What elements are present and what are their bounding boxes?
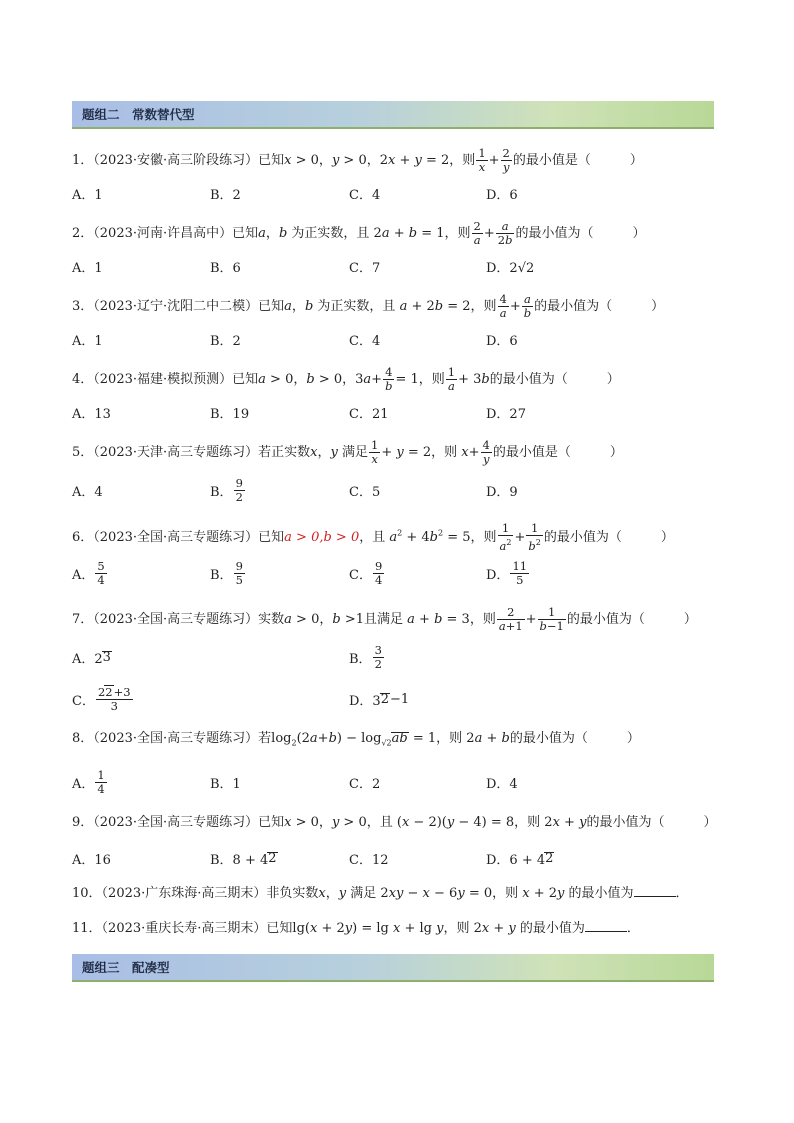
question-10: 10．（2023·广东珠海·高三期末）非负实数x，y 满足 2xy − x − 6y = 0，则 x + 2y 的最小值为 ． xyxy=(72,886,689,901)
question-5: 5．（2023·天津·高三专题练习）若正实数x，y 满足 $\frac{1}{x}$ + y = 2，则 x+ $\frac{4}{y}$ 的最小值是（ ） xyxy=(72,438,623,466)
option-a[interactable]: A．13 xyxy=(72,406,111,422)
option-b[interactable]: B．1 xyxy=(210,776,241,792)
option-c[interactable]: C．5 xyxy=(349,484,381,500)
options-1 xyxy=(72,176,722,210)
options-2 xyxy=(72,249,722,283)
option-a[interactable]: A．1 xyxy=(72,260,103,276)
options-4 xyxy=(72,395,722,429)
options-8 xyxy=(72,765,722,799)
option-a[interactable]: A．4 xyxy=(72,484,103,500)
option-a[interactable]: A．2 3 xyxy=(72,649,111,667)
option-a[interactable]: A． $\frac{5}{4}$ xyxy=(72,558,105,587)
question-8: 8．（2023·全国·高三专题练习）若$\log_2(2a+b) - \log_{√2}ab = 1$，则 2a + b的最小值为（ ） xyxy=(72,731,640,748)
option-b[interactable]: B．6 xyxy=(210,260,241,276)
option-b[interactable]: B．2 xyxy=(210,187,241,203)
option-a[interactable]: A． $\frac{1}{4}$ xyxy=(72,767,105,796)
section-title: 题组三 配凑型 xyxy=(82,960,170,975)
options-6 xyxy=(72,556,722,590)
question-4: 4．（2023·福建·模拟预测）已知a > 0，b > 0，3a+ $\frac{4}{b}$ = 1，则 $\frac{1}{a}$ + 3b的最小值为（ ） xyxy=(72,365,620,393)
answer-blank[interactable] xyxy=(585,919,627,932)
question-1: 1．（2023·安徽·高三阶段练习）已知x > 0，y > 0，2x + y = 2，则 $\frac{1}{x}$ + $\frac{2}{y}$ 的最小值是（ ） xyxy=(72,146,643,174)
answer-blank[interactable] xyxy=(634,884,676,897)
option-c[interactable]: C． $\frac{9}{4}$ xyxy=(349,558,383,587)
option-c[interactable]: C．7 xyxy=(349,260,381,276)
option-a[interactable]: A．1 xyxy=(72,333,103,349)
option-a[interactable]: A．16 xyxy=(72,852,111,868)
question-2: 2．（2023·河南·许昌高中）已知a，b 为正实数，且 2a + b = 1，则 $\frac{2}{a}$ + $\frac{a}{2b}$ 的最小值为（ ） xyxy=(72,219,646,247)
options-9 xyxy=(72,841,722,875)
question-11: 11．（2023·重庆长寿·高三期末）已知lg(x + 2y) = lg x + lg y，则 2x + y 的最小值为 ． xyxy=(72,921,640,936)
option-b[interactable]: B．2 xyxy=(210,333,241,349)
option-a[interactable]: A．1 xyxy=(72,187,103,203)
options-7-row1 xyxy=(72,640,722,674)
option-d[interactable]: D．4 xyxy=(486,776,518,792)
option-b[interactable]: B． $\frac{9}{5}$ xyxy=(210,558,243,587)
section-header-group3 xyxy=(72,954,714,982)
option-c[interactable]: C．4 xyxy=(349,333,381,349)
option-b[interactable]: B． $\frac{3}{2}$ xyxy=(349,642,382,671)
option-c[interactable]: C． $\frac{22+3}{3}$ xyxy=(72,685,131,713)
option-d[interactable]: D．2√2 xyxy=(486,260,535,276)
question-7: 7．（2023·全国·高三专题练习）实数a > 0，b >1且满足 a + b = 3，则 $\frac{2}{a+1}$ + $\frac{1}{b-1}$ 的最小值为（ ） xyxy=(72,605,697,633)
option-c[interactable]: C．21 xyxy=(349,406,389,422)
option-c[interactable]: C．4 xyxy=(349,187,381,203)
option-c[interactable]: C．12 xyxy=(349,852,389,868)
option-d[interactable]: D．6 + 4 2 xyxy=(486,850,554,868)
option-b[interactable]: B． $\frac{9}{2}$ xyxy=(210,475,243,504)
option-d[interactable]: D．9 xyxy=(486,484,518,500)
option-d[interactable]: D． $\frac{11}{5}$ xyxy=(486,558,528,587)
section-title: 题组二 常数替代型 xyxy=(82,107,195,122)
option-c[interactable]: C．2 xyxy=(349,776,381,792)
question-6: 6．（2023·全国·高三专题练习）已知a > 0,b > 0，且 $a^2 + 4b^2 = 5$，则 $\frac{1}{a^2}$ + $\frac{1}{b^2}$ 的最小值为（ ） xyxy=(72,521,674,553)
option-d[interactable]: D．6 xyxy=(486,333,518,349)
option-d[interactable]: D．6 xyxy=(486,187,518,203)
section-header-group2 xyxy=(72,101,714,129)
option-d[interactable]: D．27 xyxy=(486,406,526,422)
option-b[interactable]: B．19 xyxy=(210,406,250,422)
question-3: 3．（2023·辽宁·沈阳二中二模）已知a，b 为正实数，且 a + 2b = 2，则 $\frac{4}{a}$ + $\frac{a}{b}$ 的最小值为（ ） xyxy=(72,292,665,320)
options-3 xyxy=(72,322,722,356)
question-9: 9．（2023·全国·高三专题练习）已知x > 0，y > 0，且 (x − 2)(y − 4) = 8，则 2x + y的最小值为（ ） xyxy=(72,815,717,830)
option-b[interactable]: B．8 + 4 2 xyxy=(210,850,277,868)
options-7-row2 xyxy=(72,682,722,716)
options-5 xyxy=(72,473,722,507)
option-d[interactable]: D．3 2 −1 xyxy=(349,691,410,709)
